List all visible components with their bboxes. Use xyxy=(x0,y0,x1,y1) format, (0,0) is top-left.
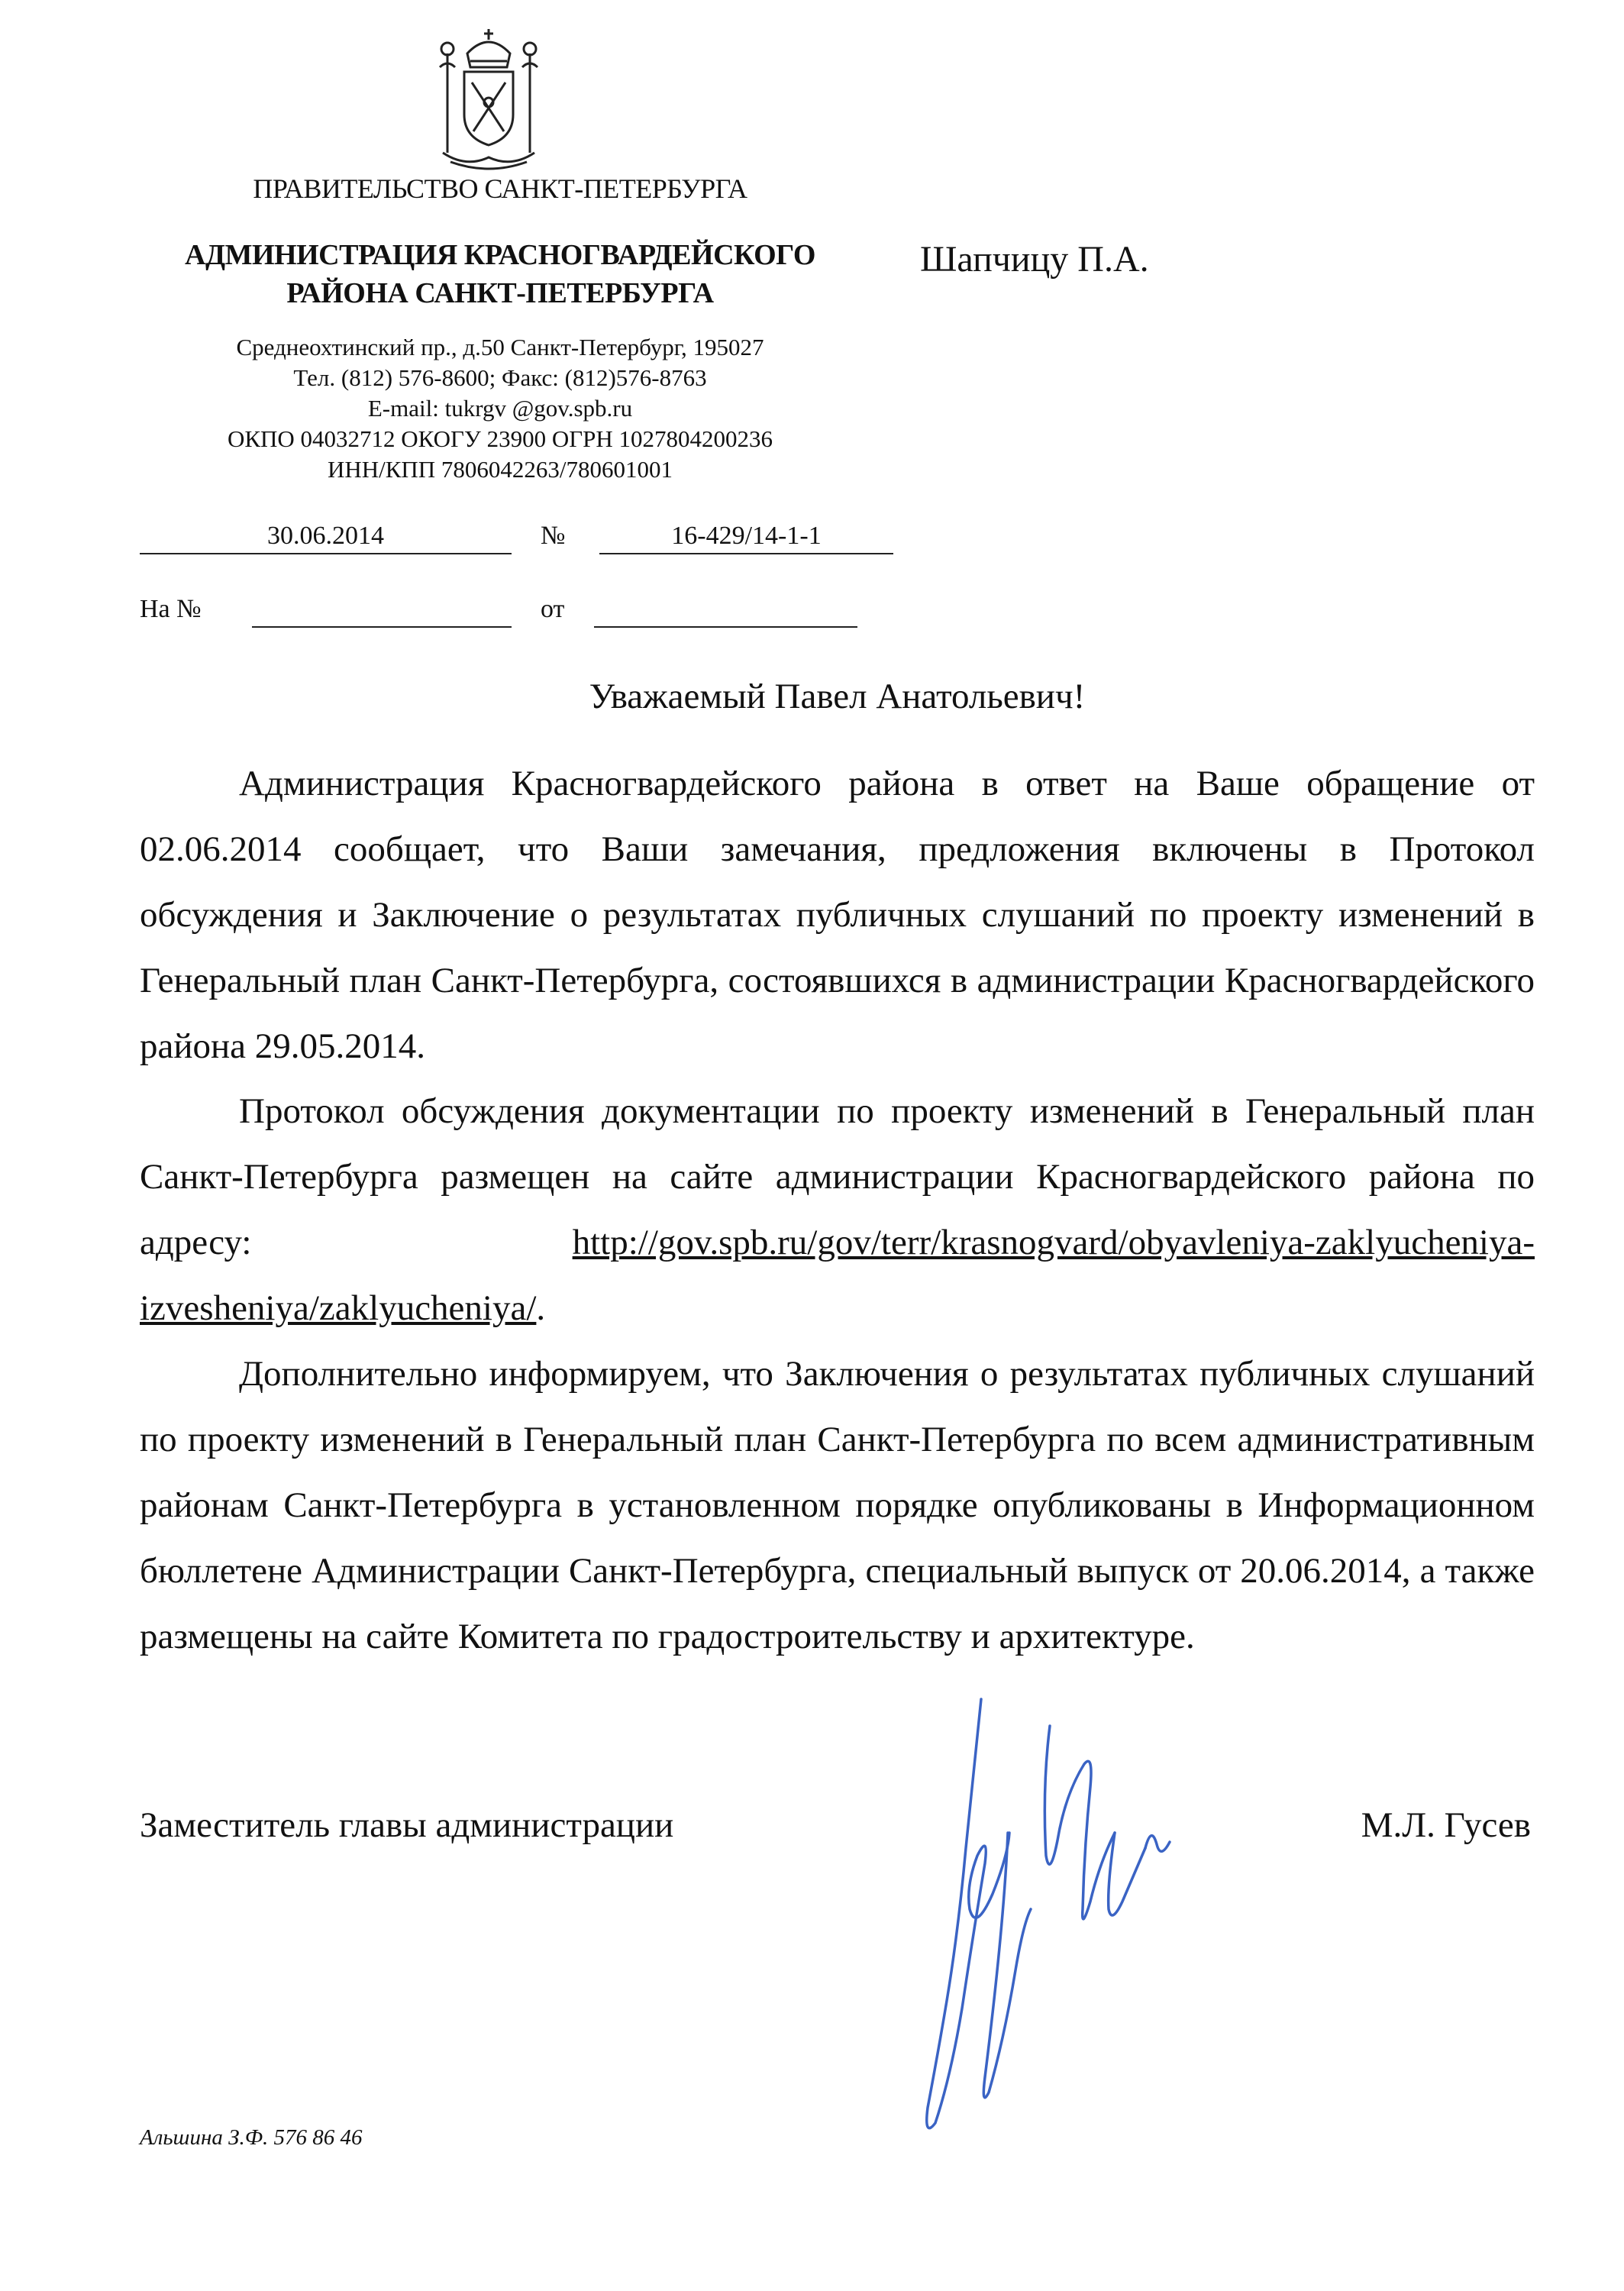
administration-name-line2: РАЙОНА САНКТ-ПЕТЕРБУРГА xyxy=(286,277,714,309)
body-paragraph-2-text: Протокол обсуждения документации по проекту изменений в Генеральный план Санкт-Петербурга размещен на сайте администрации Красногвардейского района по адресу: xyxy=(140,1091,1535,1262)
recipient: Шапчицу П.А. xyxy=(920,239,1149,280)
registry-codes-line: ОКПО 04032712 ОКОГУ 23900 ОГРН 1027804200236 xyxy=(227,425,773,452)
protocol-link[interactable]: http://gov.spb.ru/gov/terr/krasnogvard/obyavleniya-zaklyucheniya-izvesheniya/zaklyucheniya/ xyxy=(140,1223,1535,1328)
body-paragraph-3: Дополнительно информируем, что Заключения о результатах публичных слушаний по проекту изменений в Генеральный план Санкт-Петербурга по всем административным районам Санкт-Петербурга в установленном порядке опубликованы в Информационном бюллетене Администрации Санкт-Петербурга, специальный выпуск от 20.06.2014, а также размещены на сайте Комитета по градостроительству и архитектуре. xyxy=(140,1354,1535,1656)
body-paragraph-1: Администрация Красногвардейского района в ответ на Ваше обращение от 02.06.2014 сообщает, что Ваши замечания, предложения включены в Протокол обсуждения и Заключение о результатах публичных слушаний по проекту изменений в Генеральный план Санкт-Петербурга, состоявшихся в администрации Красногвардейского района 29.05.2014. xyxy=(140,764,1535,1066)
letter-number: 16-429/14-1-1 xyxy=(599,519,893,554)
body-paragraph-2-end: . xyxy=(536,1288,546,1328)
coat-of-arms-icon xyxy=(420,23,557,176)
from-date-field xyxy=(594,593,857,628)
government-name: ПРАВИТЕЛЬСТВО САНКТ-ПЕТЕРБУРГА xyxy=(253,173,747,204)
letter-date: 30.06.2014 xyxy=(140,519,512,554)
tax-id-line: ИНН/КПП 7806042263/780601001 xyxy=(327,456,673,483)
administration-name-line1: АДМИНИСТРАЦИЯ КРАСНОГВАРДЕЙСКОГО xyxy=(185,239,815,271)
signer-title: Заместитель главы администрации xyxy=(140,1805,674,1845)
phone-fax-line: Тел. (812) 576-8600; Факс: (812)576-8763 xyxy=(293,364,707,391)
handwritten-signature-icon xyxy=(893,1680,1222,2169)
body-paragraph-2 xyxy=(140,1078,1535,1341)
address-line: Среднеохтинский пр., д.50 Санкт-Петербург, 195027 xyxy=(236,334,764,360)
email-line: E-mail: tukrgv @gov.spb.ru xyxy=(367,395,633,422)
number-sign: № xyxy=(541,522,566,550)
greeting: Уважаемый Павел Анатольевич! xyxy=(589,677,1086,716)
signer-name: М.Л. Гусев xyxy=(1361,1805,1531,1845)
executor-contact: Альшина З.Ф. 576 86 46 xyxy=(140,2125,363,2150)
reply-to-label: На № xyxy=(140,595,202,623)
reply-to-field xyxy=(252,593,512,628)
from-date-label: от xyxy=(541,595,565,623)
